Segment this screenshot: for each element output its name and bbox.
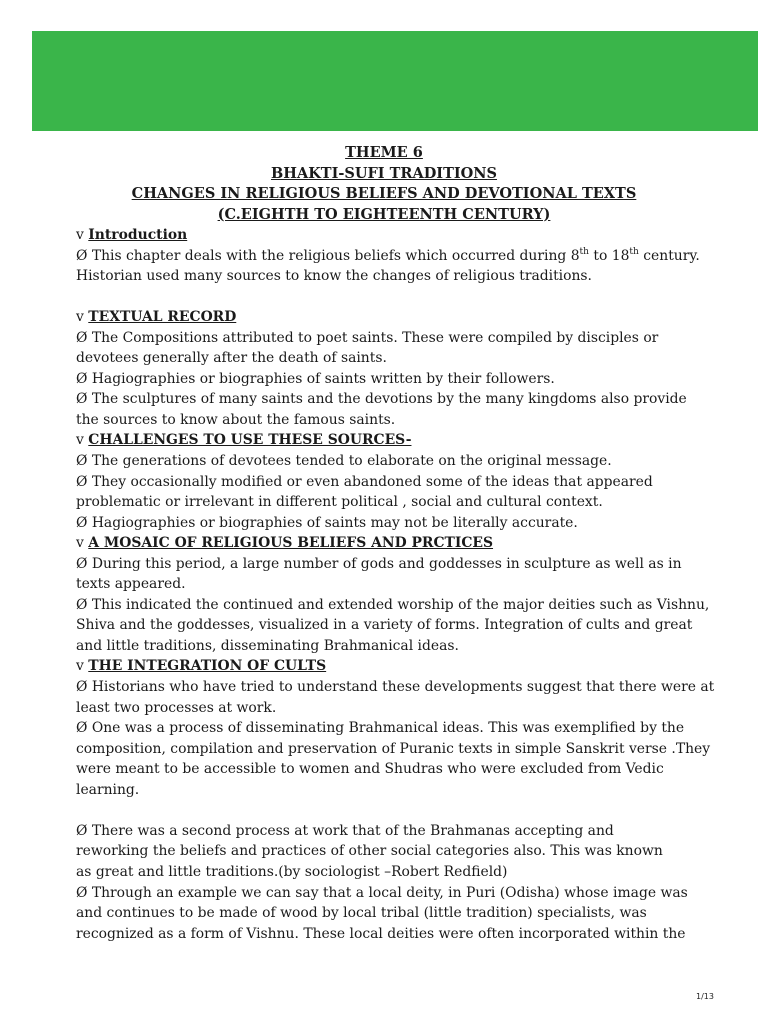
heading-text: THE INTEGRATION OF CULTS: [88, 658, 327, 675]
section-heading-challenges: [76, 430, 756, 451]
paragraph-line: problematic or irrelevant in different political , social and cultural context.: [76, 494, 603, 511]
chapter-title: BHAKTI-SUFI TRADITIONS: [270, 164, 498, 182]
paragraph-line: Ø They occasionally modified or even abandoned some of the ideas that appeared: [76, 473, 653, 490]
bullet-marker: Ø: [76, 884, 88, 901]
paragraph-line: Ø The sculptures of many saints and the devotions by the many kingdoms also provide: [76, 391, 687, 408]
paragraph-line: were meant to be accessible to women and Shudras who were excluded from Vedic: [76, 761, 664, 778]
heading-text: Introduction: [88, 227, 188, 243]
paragraph-line: Ø The generations of devotees tended to elaborate on the original message.: [76, 453, 612, 470]
theme-title: THEME 6: [345, 144, 423, 161]
section-heading-introduction: [76, 225, 756, 246]
section-heading-integration: [76, 656, 756, 677]
paragraph-line: Ø This indicated the continued and extended worship of the major deities such as Vishnu,: [76, 596, 710, 613]
paragraph-line: Ø This chapter deals with the religious beliefs which occurred during 8th to 18th century.: [76, 246, 700, 264]
paragraph-line: as great and little traditions.(by sociologist –Robert Redfield): [76, 863, 508, 880]
paragraph-line: recognized as a form of Vishnu. These local deities were often incorporated within the: [76, 925, 686, 942]
bullet-marker: Ø: [76, 247, 88, 264]
section-heading-textual-record: [76, 307, 756, 328]
page-number: 1/13: [696, 992, 714, 1001]
paragraph-line: Ø There was a second process at work that of the Brahmanas accepting and: [76, 822, 614, 839]
bullet-marker: Ø: [76, 473, 88, 490]
paragraph-line: Ø Through an example we can say that a local deity, in Puri (Odisha) whose image was: [76, 884, 688, 901]
paragraph-line: Ø During this period, a large number of gods and goddesses in sculpture as well as in: [76, 555, 682, 572]
paragraph-line: Historian used many sources to know the changes of religious traditions.: [76, 268, 592, 285]
section-marker: v: [76, 535, 84, 552]
blank-line: [76, 800, 756, 821]
paragraph-line: Shiva and the goddesses, visualized in a variety of forms. Integration of cults and great: [76, 617, 693, 634]
section-marker: v: [76, 227, 84, 243]
heading-text: CHALLENGES TO USE THESE SOURCES-: [88, 432, 412, 449]
bullet-marker: Ø: [76, 596, 88, 613]
bullet-marker: Ø: [76, 720, 88, 737]
bullet-marker: Ø: [76, 329, 88, 346]
title-block: [0, 143, 768, 225]
bullet-marker: Ø: [76, 822, 88, 839]
bullet-marker: Ø: [76, 453, 88, 470]
bullet-marker: Ø: [76, 391, 88, 408]
paragraph-line: learning.: [76, 781, 140, 798]
paragraph-line: least two processes at work.: [76, 699, 277, 716]
blank-line: [76, 287, 756, 308]
paragraph-line: reworking the beliefs and practices of other social categories also. This was known: [76, 843, 663, 860]
paragraph-line: composition, compilation and preservation of Puranic texts in simple Sanskrit verse .They: [76, 740, 711, 757]
bullet-marker: Ø: [76, 555, 88, 572]
paragraph-line: Ø Hagiographies or biographies of saints written by their followers.: [76, 370, 555, 387]
paragraph-line: the sources to know about the famous saints.: [76, 411, 396, 428]
bullet-marker: Ø: [76, 514, 88, 531]
paragraph-line: and continues to be made of wood by local tribal (little tradition) specialists, was: [76, 905, 647, 922]
paragraph-line: Ø One was a process of disseminating Brahmanical ideas. This was exemplified by the: [76, 720, 685, 737]
paragraph-line: Ø Hagiographies or biographies of saints may not be literally accurate.: [76, 514, 578, 531]
heading-text: TEXTUAL RECORD: [88, 309, 237, 326]
paragraph-line: Ø The Compositions attributed to poet saints. These were compiled by disciples or: [76, 329, 659, 346]
document-body: [76, 225, 756, 944]
chapter-subtitle: CHANGES IN RELIGIOUS BELIEFS AND DEVOTIONAL TEXTS: [131, 185, 637, 202]
heading-text: A MOSAIC OF RELIGIOUS BELIEFS AND PRCTICES: [88, 535, 494, 552]
paragraph-line: devotees generally after the death of saints.: [76, 350, 387, 367]
paragraph-line: texts appeared.: [76, 576, 186, 593]
paragraph-line: Ø Historians who have tried to understand these developments suggest that there were at: [76, 679, 715, 696]
paragraph-line: and little traditions, disseminating Brahmanical ideas.: [76, 637, 459, 654]
bullet-marker: Ø: [76, 679, 88, 696]
header-banner: [32, 31, 758, 131]
section-marker: v: [76, 432, 84, 449]
bullet-marker: Ø: [76, 370, 88, 387]
chapter-period: (C.EIGHTH TO EIGHTEENTH CENTURY): [217, 205, 551, 223]
section-marker: v: [76, 658, 84, 675]
section-heading-mosaic: [76, 533, 756, 554]
section-marker: v: [76, 309, 84, 326]
